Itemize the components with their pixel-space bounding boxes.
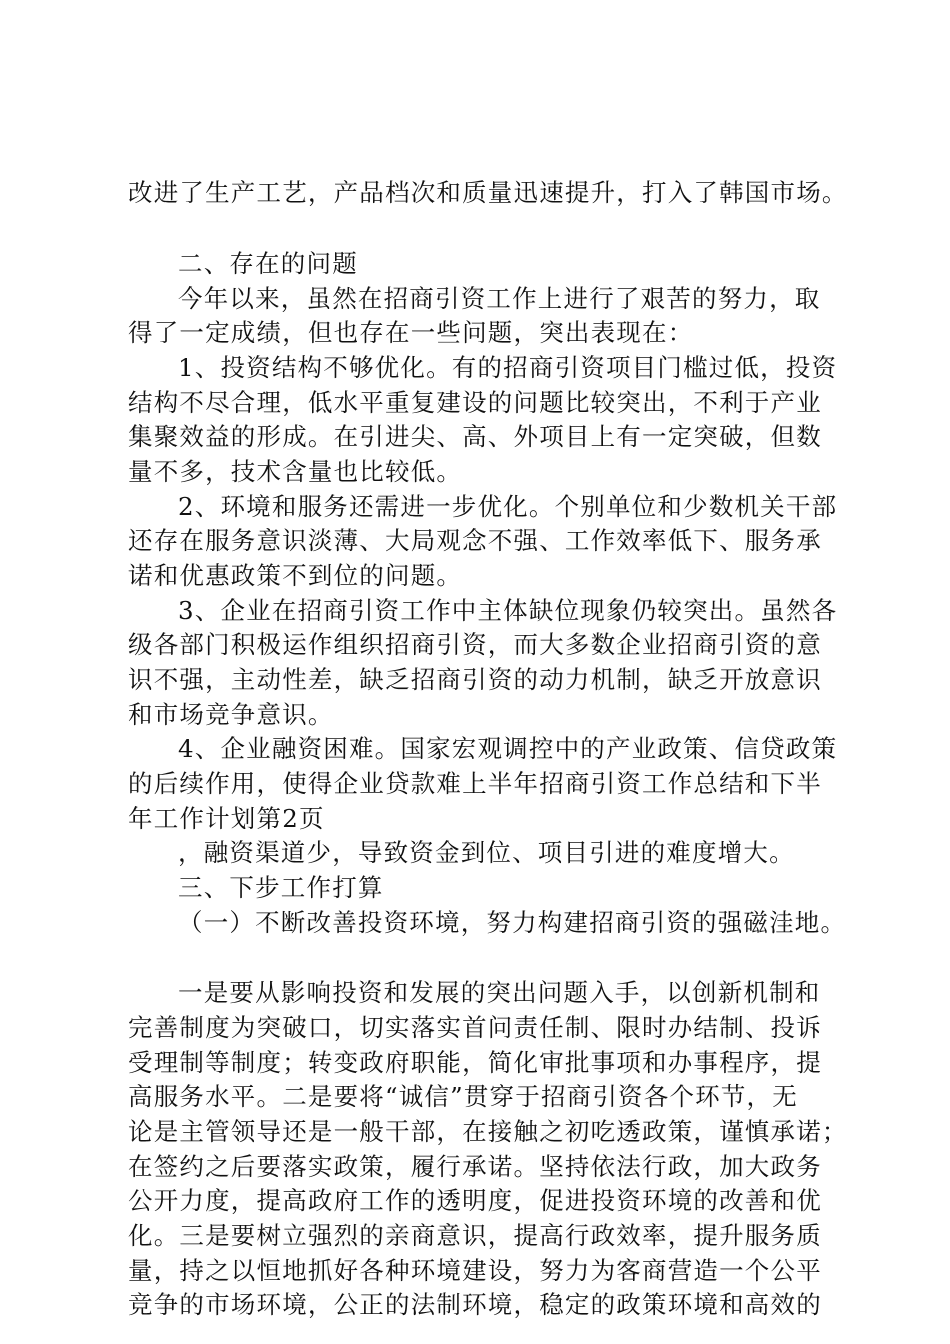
section-heading: 三、下步工作打算 [178,873,384,902]
paragraph-line: 受理制等制度；转变政府职能，简化审批事项和办事程序，提 [128,1048,822,1077]
paragraph-line: 在签约之后要落实政策，履行承诺。坚持依法行政，加大政务 [128,1152,822,1181]
paragraph-line: ，融资渠道少，导致资金到位、项目引进的难度增大。 [178,838,795,867]
paragraph-line: 公开力度，提高政府工作的透明度，促进投资环境的改善和优 [128,1186,822,1215]
paragraph-line: 诺和优惠政策不到位的问题。 [128,561,463,590]
paragraph-line: 一是要从影响投资和发展的突出问题入手，以创新机制和 [178,978,821,1007]
paragraph-line: 高服务水平。二是要将“诚信”贯穿于招商引资各个环节，无 [128,1082,798,1111]
paragraph-line: 和市场竞争意识。 [128,700,334,729]
paragraph-line: 今年以来，虽然在招商引资工作上进行了艰苦的努力，取 [178,284,821,313]
section-heading: 二、存在的问题 [178,249,358,278]
paragraph-line: 的后续作用，使得企业贷款难上半年招商引资工作总结和下半 [128,769,822,798]
paragraph-line: 量不多，技术含量也比较低。 [128,457,463,486]
paragraph-line: 年工作计划第2页 [128,804,325,833]
paragraph-line: 竞争的市场环境，公正的法制环境，稳定的政策环境和高效的 [128,1290,822,1319]
paragraph-line: 集聚效益的形成。在引进尖、高、外项目上有一定突破，但数 [128,422,822,451]
paragraph-line: 2、环境和服务还需进一步优化。个别单位和少数机关干部 [178,492,838,521]
paragraph-line: 4、企业融资困难。国家宏观调控中的产业政策、信贷政策 [178,734,838,763]
paragraph-line: 化。三是要树立强烈的亲商意识，提高行政效率，提升服务质 [128,1221,822,1250]
paragraph-line: 得了一定成绩，但也存在一些问题，突出表现在： [128,318,694,347]
subsection-heading: （一）不断改善投资环境，努力构建招商引资的强磁洼地。 [178,908,847,937]
paragraph-line: 结构不尽合理，低水平重复建设的问题比较突出，不利于产业 [128,388,822,417]
paragraph-line: 完善制度为突破口，切实落实首问责任制、限时办结制、投诉 [128,1013,822,1042]
paragraph-line: 1、投资结构不够优化。有的招商引资项目门槛过低，投资 [178,353,838,382]
paragraph-line: 识不强，主动性差，缺乏招商引资的动力机制，缺乏开放意识 [128,665,822,694]
paragraph-line: 量，持之以恒地抓好各种环境建设，努力为客商营造一个公平 [128,1256,822,1285]
paragraph-line: 还存在服务意识淡薄、大局观念不强、工作效率低下、服务承 [128,526,822,555]
paragraph-line: 级各部门积极运作组织招商引资，而大多数企业招商引资的意 [128,630,822,659]
paragraph-line: 3、企业在招商引资工作中主体缺位现象仍较突出。虽然各 [178,596,838,625]
paragraph-line: 论是主管领导还是一般干部，在接触之初吃透政策，谨慎承诺； [128,1117,848,1146]
paragraph-line: 改进了生产工艺，产品档次和质量迅速提升，打入了韩国市场。 [128,178,848,207]
